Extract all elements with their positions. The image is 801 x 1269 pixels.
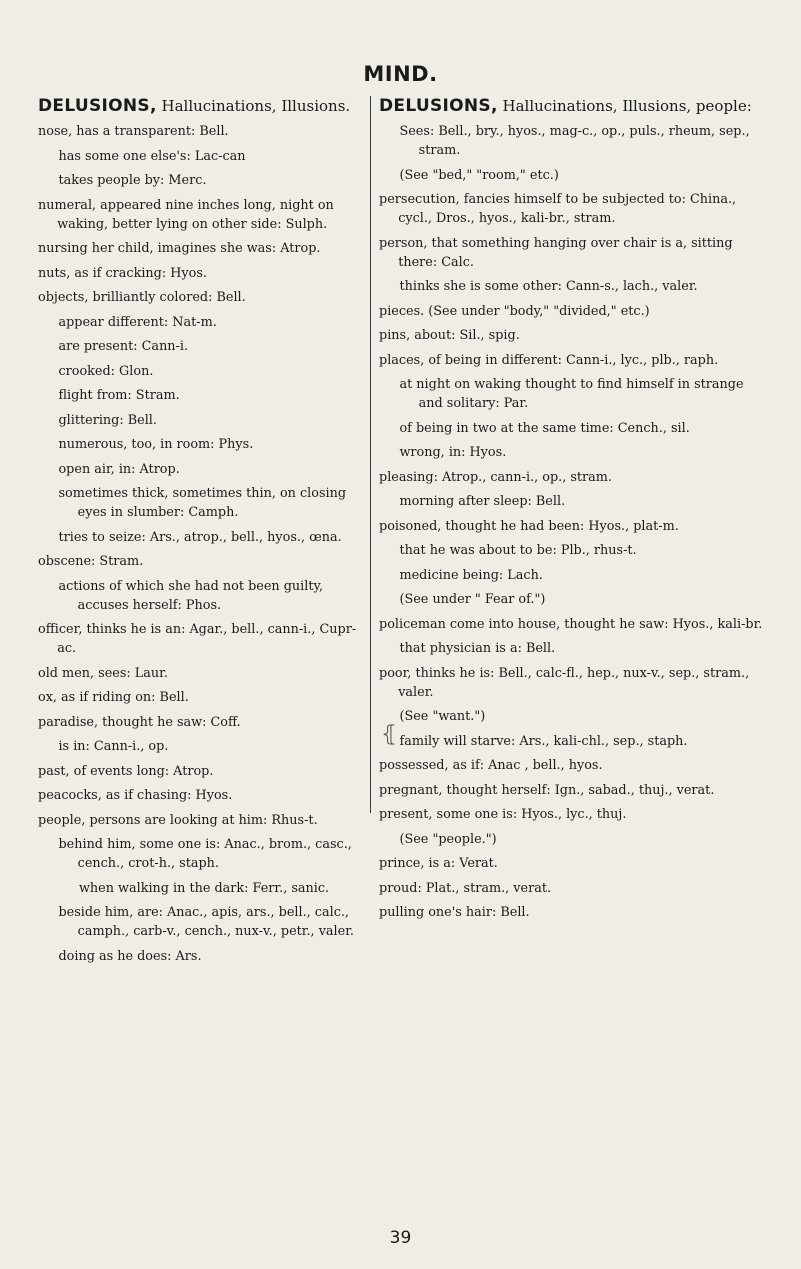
index-entry: places, of being in different: Cann-i., lyc., plb., raph. (379, 352, 719, 368)
index-entry: proud: Plat., stram., verat. (379, 880, 552, 896)
index-entry: numeral, appeared nine inches long, night on waking, better lying on other side: Sulph. (38, 197, 334, 232)
index-entry: nuts, as if cracking: Hyos. (38, 265, 207, 281)
index-entry: glittering: Bell. (58, 412, 157, 428)
left-header-bold: DELUSIONS, (38, 96, 157, 116)
index-entry: wrong, in: Hyos. (399, 445, 507, 460)
index-entry: ox, as if riding on: Bell. (38, 690, 189, 705)
index-entry: person, that something hanging over chair is a, sitting there: Calc. (379, 235, 733, 270)
index-entry: is in: Cann-i., op. (58, 739, 169, 754)
index-entry: has some one else's: Lac-can (58, 148, 246, 164)
index-entry: beside him, are: Anac., apis, ars., bell., calc., camph., carb-v., cench., nux-v., petr., valer. (58, 905, 355, 939)
index-entry: sometimes thick, sometimes thin, on closing eyes in slumber: Camph. (58, 486, 347, 520)
index-entry: numerous, too, in room: Phys. (58, 437, 254, 452)
index-entry: at night on waking thought to find himself in strange and solitary: Par. (399, 377, 744, 411)
index-entry: pleasing: Atrop., cann-i., op., stram. (379, 469, 612, 485)
index-entry: of being in two at the same time: Cench., sil. (399, 420, 690, 436)
index-entry: that physician is a: Bell. (399, 641, 556, 656)
index-entry: poisoned, thought he had been: Hyos., plat-m. (379, 518, 679, 534)
left-column-header (38, 96, 361, 116)
index-entry: nose, has a transparent: Bell. (38, 124, 229, 139)
index-entry: objects, brilliantly colored: Bell. (38, 290, 246, 305)
index-entry: family will starve: Ars., kali-chl., sep., staph. (399, 733, 688, 749)
right-column (379, 96, 771, 928)
index-entry: pins, about: Sil., spig. (379, 328, 520, 343)
index-entry: medicine being: Lach. (399, 567, 543, 583)
index-entry: peacocks, as if chasing: Hyos. (38, 788, 233, 803)
left-entry-list (38, 122, 361, 966)
margin-bracket-mark: ⦃ (381, 722, 398, 747)
index-entry: (See "bed," "room," etc.) (399, 167, 559, 183)
index-entry: nursing her child, imagines she was: Atrop. (38, 241, 321, 256)
index-entry: officer, thinks he is an: Agar., bell., cann-i., Cupr-ac. (38, 622, 357, 656)
left-column (38, 96, 361, 971)
index-entry: policeman come into house, thought he saw: Hyos., kali-br. (379, 616, 763, 632)
index-entry: thinks she is some other: Cann-s., lach., valer. (399, 279, 698, 294)
index-entry: actions of which she had not been guilty, accuses herself: Phos. (58, 578, 324, 613)
right-header-rest: Hallucinations, Illusions, people: (502, 97, 752, 115)
right-entry-list (379, 122, 771, 922)
index-entry: Sees: Bell., bry., hyos., mag-c., op., puls., rheum, sep., stram. (399, 124, 750, 158)
index-entry: obscene: Stram. (38, 554, 144, 569)
index-entry: takes people by: Merc. (58, 173, 207, 188)
index-entry: tries to seize: Ars., atrop., bell., hyos., œna. (58, 529, 342, 545)
index-entry: paradise, thought he saw: Coff. (38, 714, 241, 730)
column-divider (370, 96, 371, 813)
index-entry: present, some one is: Hyos., lyc., thuj. (379, 807, 627, 822)
index-entry: (See under " Fear of.") (399, 592, 546, 607)
page-number: 39 (389, 1228, 412, 1248)
index-entry: pulling one's hair: Bell. (379, 905, 530, 920)
index-entry: crooked: Glon. (58, 363, 154, 379)
index-entry: people, persons are looking at him: Rhus-t. (38, 812, 318, 828)
index-entry: poor, thinks he is: Bell., calc-fl., hep., nux-v., sep., stram., valer. (379, 665, 750, 700)
index-entry: old men, sees: Laur. (38, 665, 168, 681)
page-title: MIND. (363, 62, 438, 86)
index-entry: behind him, some one is: Anac., brom., casc., cench., crot-h., staph. (58, 837, 352, 871)
index-entry: pieces. (See under "body," "divided," etc.) (379, 303, 650, 319)
right-column-header (379, 96, 771, 116)
index-entry: (See "people.") (399, 831, 497, 847)
index-entry: possessed, as if: Anac , bell., hyos. (379, 758, 603, 773)
index-entry: open air, in: Atrop. (58, 461, 180, 477)
index-entry: pregnant, thought herself: Ign., sabad., thuj., verat. (379, 782, 715, 798)
index-entry: past, of events long: Atrop. (38, 763, 214, 779)
index-entry: are present: Cann-i. (58, 339, 189, 354)
index-entry: morning after sleep: Bell. (399, 494, 566, 509)
right-header-bold: DELUSIONS, (379, 96, 498, 116)
index-entry: persecution, fancies himself to be subjected to: China., cycl., Dros., hyos., kali-br., stram. (379, 192, 737, 226)
index-entry: that he was about to be: Plb., rhus-t. (399, 543, 637, 558)
index-entry: prince, is a: Verat. (379, 856, 498, 871)
index-entry: appear different: Nat-m. (58, 314, 217, 330)
index-entry: doing as he does: Ars. (58, 948, 202, 964)
index-entry: when walking in the dark: Ferr., sanic. (78, 880, 330, 896)
index-entry: (See "want.") (399, 709, 486, 724)
index-entry: flight from: Stram. (58, 388, 180, 403)
left-header-rest: Hallucinations, Illusions. (161, 97, 351, 115)
